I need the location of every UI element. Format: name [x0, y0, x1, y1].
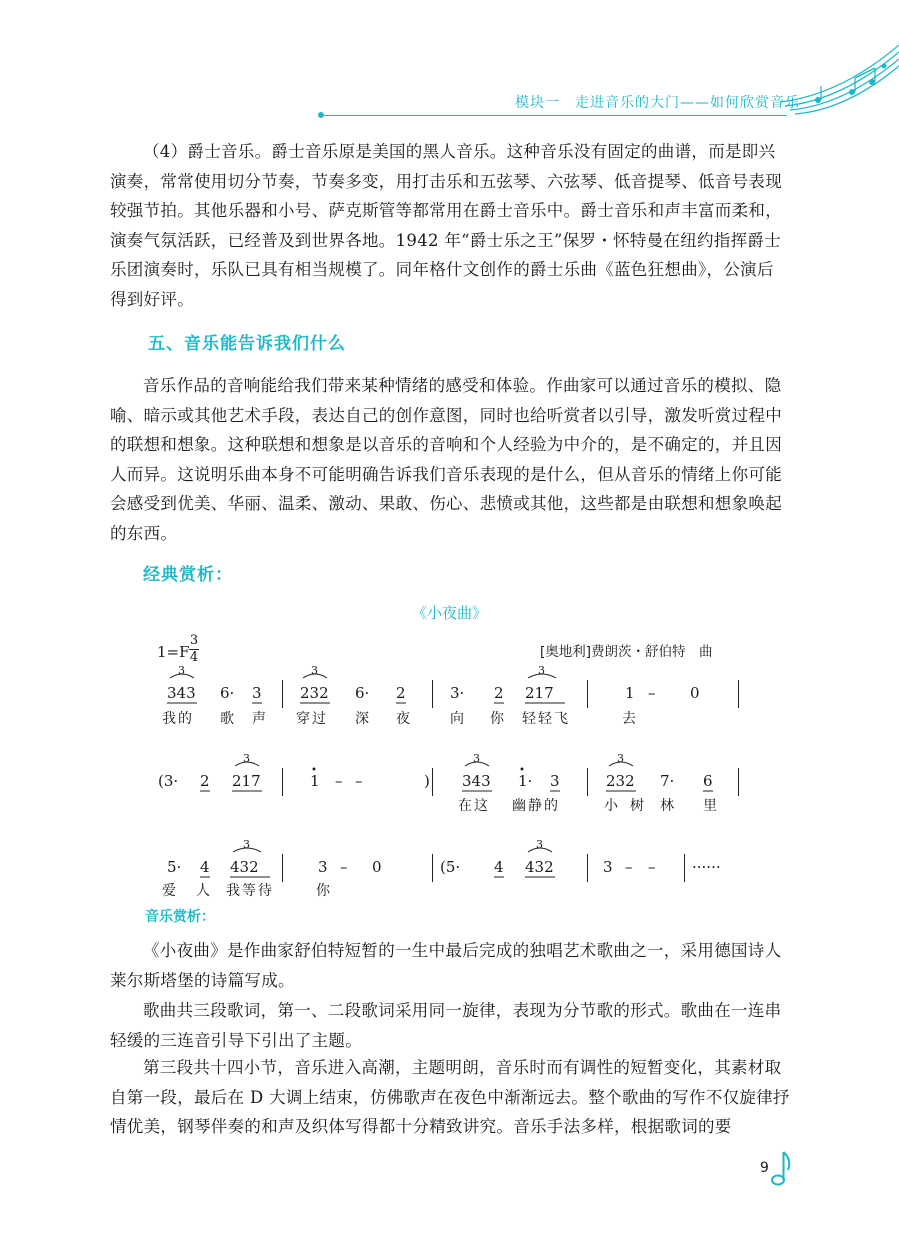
lyric: 歌: [220, 711, 236, 727]
triplet-mark: 3: [243, 838, 250, 851]
triplet-mark: 3: [178, 664, 185, 677]
lyric: 你: [490, 711, 506, 727]
note: 0: [372, 858, 382, 876]
time-bottom: 4: [189, 650, 199, 665]
lyric: 向: [450, 711, 466, 727]
song-title: 《小夜曲》: [411, 604, 487, 622]
lyric: 在这: [458, 798, 490, 814]
lyric: 你: [316, 883, 332, 899]
key-signature: 1=F: [157, 643, 190, 661]
note: –: [625, 858, 633, 876]
note: 3: [318, 858, 328, 876]
note: 2: [396, 684, 406, 702]
note: 1: [310, 772, 320, 790]
note: 4: [200, 858, 210, 876]
note: 232: [606, 772, 635, 790]
lyric: 夜: [396, 711, 412, 727]
section-title: 五、音乐能告诉我们什么: [148, 334, 346, 354]
note: 1·: [518, 772, 533, 790]
note: 4: [494, 858, 504, 876]
appreciation-title: 音乐赏析：: [145, 909, 215, 925]
lyric: 林: [660, 798, 676, 814]
note: 343: [462, 772, 491, 790]
lyric: 我的: [162, 711, 194, 727]
triplet-mark: 3: [538, 664, 545, 677]
note: 343: [167, 684, 196, 702]
triplet-mark: 3: [243, 752, 250, 765]
note: (5·: [440, 858, 461, 876]
lyric: 爱: [162, 883, 178, 899]
note: ······: [692, 858, 721, 876]
appreciation-paragraph-3: 第三段共十四小节，音乐进入高潮，主题明朗，音乐时而有调性的短暂变化，其素材取自第一段，最后在 D 大调上结束，仿佛歌声在夜色中渐渐远去。整个歌曲的写作不仅旋律抒情优美，钢琴伴奏的和声及织体写得都十分精致讲究。音乐手法多样，根据歌词的要: [110, 1058, 790, 1136]
lyric: 轻轻飞: [522, 711, 570, 727]
note: 3: [550, 772, 560, 790]
lyric: 深: [355, 711, 371, 727]
composer: [奥地利]费朗茨・舒伯特 曲: [540, 644, 713, 660]
note: –: [648, 684, 656, 702]
note: (3·: [158, 772, 179, 790]
note: 232: [300, 684, 329, 702]
note: 3: [252, 684, 262, 702]
note: 3: [603, 858, 613, 876]
note: –: [340, 858, 348, 876]
note: 6·: [220, 684, 235, 702]
triplet-mark: 3: [473, 752, 480, 765]
note: 2: [494, 684, 504, 702]
page-header: 模块一 走进音乐的大门——如何欣赏音乐: [515, 95, 800, 111]
lyric: 我等待: [226, 883, 274, 899]
note: 1: [625, 684, 635, 702]
note: –: [355, 772, 363, 790]
note: 432: [525, 858, 554, 876]
triplet-mark: 3: [311, 664, 318, 677]
note: 7·: [660, 772, 675, 790]
note: 6: [703, 772, 713, 790]
classic-title: 经典赏析：: [143, 565, 233, 585]
note: 2: [200, 772, 210, 790]
appreciation-paragraph-2: 歌曲共三段歌词，第一、二段歌词采用同一旋律，表现为分节歌的形式。歌曲在一连串轻缓的三连音引导下引出了主题。: [110, 1001, 782, 1050]
note: 3·: [450, 684, 465, 702]
lyric: 人: [196, 883, 212, 899]
note: 5·: [167, 858, 182, 876]
triplet-mark: 3: [617, 752, 624, 765]
appreciation-paragraph-1: 《小夜曲》是作曲家舒伯特短暂的一生中最后完成的独唱艺术歌曲之一，采用德国诗人莱尔斯塔堡的诗篇写成。: [110, 941, 782, 990]
lyric: 幽静的: [512, 798, 560, 814]
time-top: 3: [189, 633, 199, 648]
lyric: 小: [604, 798, 620, 814]
triplet-mark: 3: [536, 838, 543, 851]
music-note-icon: [770, 1148, 794, 1188]
note: 432: [230, 858, 259, 876]
lyric: 树: [630, 798, 646, 814]
note: ): [424, 772, 430, 790]
note: 6·: [355, 684, 370, 702]
lyric: 里: [703, 798, 719, 814]
lyric: 去: [622, 711, 638, 727]
note: 217: [525, 684, 554, 702]
page-number: 9: [760, 1160, 769, 1176]
note: –: [335, 772, 343, 790]
jazz-paragraph: （4）爵士音乐。爵士音乐原是美国的黑人音乐。这种音乐没有固定的曲谱，而是即兴演奏，常常使用切分节奏，节奏多变，用打击乐和五弦琴、六弦琴、低音提琴、低音号表现较强节拍。其他乐器和小号、萨克斯管等都常用在爵士音乐中。爵士音乐和声丰富而柔和，演奏气氛活跃，已经普及到世界各地。1942 年“爵士乐之王”保罗・怀特曼在纽约指挥爵士乐团演奏时，乐队已具有相当规模了。同年格什文创作的爵士乐曲《蓝色狂想曲》，公演后得到好评。: [110, 142, 782, 309]
section-paragraph: 音乐作品的音响能给我们带来某种情绪的感受和体验。作曲家可以通过音乐的模拟、隐喻、暗示或其他艺术手段，表达自己的创作意图，同时也给听赏者以引导，激发听赏过程中的联想和想象。这种联想和想象是以音乐的音响和个人经验为中介的，是不确定的，并且因人而异。这说明乐曲本身不可能明确告诉我们音乐表现的是什么，但从音乐的情绪上你可能会感受到优美、华丽、温柔、激动、果敢、伤心、悲愤或其他，这些都是由联想和想象唤起的东西。: [110, 376, 782, 543]
lyric: 穿过: [296, 711, 328, 727]
lyric: 声: [252, 711, 268, 727]
note: –: [648, 858, 656, 876]
note: 0: [690, 684, 700, 702]
note: 217: [232, 772, 261, 790]
